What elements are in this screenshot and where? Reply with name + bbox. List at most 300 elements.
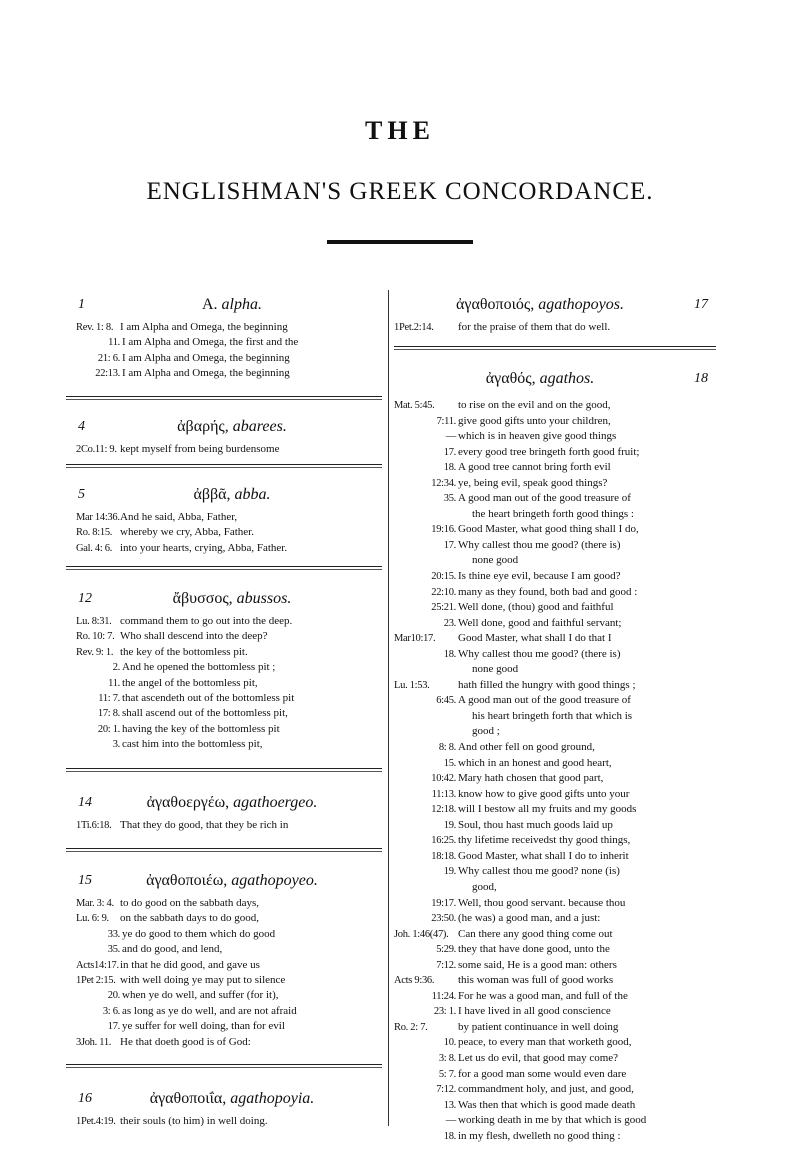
entry-number: 12	[78, 591, 92, 606]
citation-line	[394, 445, 716, 461]
citation-text: as long as ye do well, and are not afraid	[122, 1004, 297, 1017]
headword	[76, 788, 376, 818]
citation-text: to rise on the evil and on the good,	[458, 399, 611, 411]
title-rule	[327, 240, 473, 244]
reference: Lu. 8:31.	[76, 616, 112, 627]
entry-4	[76, 412, 376, 458]
citation-line	[394, 849, 716, 865]
citation-line	[76, 706, 376, 721]
citation-text: which in an honest and good heart,	[458, 756, 612, 769]
citation-text: working death in me by that which is good	[458, 1114, 647, 1127]
transliteration: agathos.	[539, 370, 595, 387]
citation-text: command them to go out into the deep.	[120, 615, 293, 627]
reference: 6:45.	[436, 695, 456, 707]
citation-text: He that doeth good is of God:	[120, 1035, 251, 1048]
entry-14	[76, 788, 376, 834]
reference: 33.	[107, 928, 120, 940]
citation-text: Well, thou good servant. because thou	[458, 896, 626, 909]
entry-number: 15	[78, 873, 92, 888]
reference: 12:18.	[431, 804, 456, 816]
entry-separator	[66, 396, 382, 400]
citation-text: ye, being evil, speak good things?	[458, 476, 608, 489]
citation-list	[394, 320, 716, 335]
citation-line	[394, 585, 716, 601]
citation-line	[394, 1035, 716, 1051]
reference: 3: 8.	[438, 1052, 456, 1064]
citation-line	[76, 691, 376, 706]
entry-separator	[66, 464, 382, 468]
reference: Mat. 5:45.	[394, 400, 435, 411]
citation-text: they that have done good, unto the	[458, 943, 610, 956]
entry-number: 14	[78, 795, 92, 810]
citation-text: Who shall descend into the deep?	[120, 630, 268, 643]
citation-line	[76, 629, 376, 644]
greek-word: A.	[201, 296, 218, 313]
entry-header	[76, 584, 376, 614]
citation-text: for the praise of them that do well.	[458, 321, 611, 333]
citation-line	[394, 320, 716, 335]
citation-text: Mary hath chosen that good part,	[458, 772, 604, 785]
reference: Mar. 3: 4.	[76, 898, 114, 909]
citation-text: on the sabbath days to do good,	[120, 912, 260, 925]
reference: —	[445, 1115, 456, 1127]
entry-number: 18	[694, 371, 708, 386]
reference: 20:15.	[431, 571, 456, 583]
citation-text: A good man out of the good treasure of	[458, 694, 631, 707]
citation-text: every good tree bringeth forth good fruit;	[458, 445, 640, 458]
citation-line	[394, 476, 716, 492]
citation-text: And he said, Abba, Father,	[120, 511, 238, 523]
entry-separator	[66, 1064, 382, 1068]
citation-line	[394, 662, 716, 678]
greek-word: ἀβαρής,	[177, 418, 229, 435]
citation-line	[76, 320, 376, 335]
citation-line	[394, 414, 716, 430]
citation-text: and do good, and lend,	[122, 943, 223, 956]
citation-list	[76, 320, 376, 382]
reference: 18:18.	[431, 850, 456, 862]
citation-line	[76, 335, 376, 350]
citation-line	[76, 896, 376, 911]
citation-line	[394, 678, 716, 694]
citation-text: when ye do well, and suffer (for it),	[122, 989, 279, 1002]
citation-text: Why callest thou me good? (there is)	[458, 647, 621, 660]
transliteration: agathopoyia.	[230, 1090, 315, 1107]
entry-number: 5	[78, 487, 85, 502]
reference: 10.	[443, 1037, 456, 1049]
citation-text: some said, He is a good man: others	[458, 958, 617, 971]
reference: 7:11.	[436, 415, 456, 427]
entry-18	[394, 364, 716, 1144]
reference: 35.	[443, 493, 456, 505]
entry-header	[394, 364, 716, 394]
headword	[394, 290, 716, 320]
citation-text: That they do good, that they be rich in	[120, 819, 289, 831]
citation-text: his heart bringeth forth that which is	[472, 709, 633, 722]
entry-12	[76, 584, 376, 754]
citation-line	[76, 614, 376, 629]
reference: 5: 7.	[438, 1068, 456, 1080]
reference: Lu. 1:53.	[394, 679, 430, 691]
citation-text: in that he did good, and gave us	[120, 958, 260, 971]
greek-word: ἀγαθοποιός,	[456, 296, 535, 313]
entry-15	[76, 866, 376, 1052]
reference: 17.	[443, 446, 456, 458]
citation-text: ye suffer for well doing, than for evil	[122, 1020, 285, 1033]
reference: 3.	[112, 739, 120, 751]
headword	[76, 1084, 376, 1114]
citation-text: hath filled the hungry with good things ;	[458, 678, 636, 691]
reference: 15.	[443, 757, 456, 769]
reference: 1Pet.2:14.	[394, 322, 434, 333]
reference: 19:17.	[431, 897, 456, 909]
column-divider	[388, 290, 389, 1126]
reference: 17.	[443, 539, 456, 551]
citation-text: ye do good to them which do good	[122, 927, 276, 940]
citation-text: thy lifetime receivedst thy good things,	[458, 834, 631, 847]
citation-line	[394, 724, 716, 740]
citation-text: A good tree cannot bring forth evil	[458, 461, 611, 474]
citation-line	[76, 958, 376, 973]
citation-line	[394, 756, 716, 772]
entry-number: 1	[78, 297, 85, 312]
citation-line	[394, 647, 716, 663]
citation-line	[76, 660, 376, 675]
citation-list	[76, 896, 376, 1050]
citation-text: to do good on the sabbath days,	[120, 897, 260, 909]
citation-text: by patient continuance in well doing	[458, 1020, 619, 1033]
reference: 23:50.	[431, 913, 456, 925]
citation-line	[394, 569, 716, 585]
reference: 12:34.	[431, 477, 456, 489]
citation-line	[394, 1082, 716, 1098]
citation-text: kept myself from being burdensome	[120, 443, 280, 455]
citation-text: I am Alpha and Omega, the beginning	[122, 351, 290, 364]
reference: 18.	[443, 462, 456, 474]
citation-text: I have lived in all good conscience	[458, 1005, 611, 1018]
citation-text: Soul, thou hast much goods laid up	[458, 818, 613, 831]
citation-line	[76, 818, 376, 833]
reference: 1Pet 2:15.	[76, 975, 116, 987]
headword	[76, 584, 376, 614]
reference: 23: 1.	[433, 1006, 456, 1018]
entry-header	[76, 480, 376, 510]
right-column	[394, 290, 716, 1144]
citation-text: For he was a good man, and full of the	[458, 989, 628, 1002]
transliteration: abarees.	[232, 418, 287, 435]
citation-text: Is thine eye evil, because I am good?	[458, 570, 621, 583]
citation-list	[76, 510, 376, 556]
reference: Gal. 4: 6.	[76, 542, 113, 554]
citation-list	[76, 1114, 376, 1129]
citation-line	[394, 771, 716, 787]
citation-line	[394, 522, 716, 538]
entry-separator	[394, 346, 716, 350]
headword	[76, 480, 376, 510]
citation-line	[394, 693, 716, 709]
citation-text: into your hearts, crying, Abba, Father.	[120, 541, 288, 554]
reference: Mar10:17.	[394, 633, 436, 645]
entry-5	[76, 480, 376, 556]
reference: 2.	[112, 662, 120, 674]
headword	[76, 412, 376, 442]
citation-line	[394, 1004, 716, 1020]
entry-number: 17	[694, 297, 708, 312]
citation-text: good,	[472, 880, 497, 893]
reference: Acts 9:36.	[394, 975, 435, 987]
citation-line	[394, 942, 716, 958]
entry-16	[76, 1084, 376, 1130]
reference: Mar 14:36.	[76, 512, 120, 523]
book-title: ENGLISHMAN'S GREEK CONCORDANCE.	[146, 178, 654, 205]
citation-text: with well doing ye may put to silence	[120, 974, 286, 987]
reference: 10:42.	[431, 773, 456, 785]
citation-line	[394, 787, 716, 803]
citation-text: commandment holy, and just, and good,	[458, 1083, 634, 1096]
citation-line	[394, 911, 716, 927]
citation-line	[76, 525, 376, 540]
entry-header	[76, 412, 376, 442]
citation-text: whereby we cry, Abba, Father.	[120, 526, 254, 539]
reference: 1Pet.4:19.	[76, 1116, 116, 1127]
citation-text: the heart bringeth forth good things :	[472, 507, 634, 520]
citation-text: Good Master, what good thing shall I do,	[458, 523, 639, 536]
citation-text: And he opened the bottomless pit ;	[122, 661, 276, 674]
page-title: THE	[365, 116, 435, 145]
citation-text: Was then that which is good made death	[458, 1098, 636, 1111]
reference: 7:12.	[436, 959, 456, 971]
citation-line	[76, 541, 376, 556]
reference: 16:25.	[431, 835, 456, 847]
entry-separator	[66, 768, 382, 772]
reference: Rev. 1: 8.	[76, 322, 114, 333]
citation-line	[394, 507, 716, 523]
citation-line	[394, 958, 716, 974]
citation-list	[76, 614, 376, 753]
reference: 18.	[443, 648, 456, 660]
citation-line	[394, 1113, 716, 1129]
citation-line	[76, 676, 376, 691]
reference: 3: 6.	[102, 1005, 120, 1017]
citation-line	[76, 1035, 376, 1050]
reference: 25:21.	[431, 602, 456, 614]
entry-header	[394, 290, 716, 320]
reference: 13.	[443, 1099, 456, 1111]
citation-line	[394, 973, 716, 989]
citation-line	[394, 491, 716, 507]
reference: 3Joh. 11.	[76, 1036, 112, 1048]
citation-line	[394, 818, 716, 834]
reference: 20.	[107, 990, 120, 1002]
transliteration: alpha.	[221, 296, 262, 313]
citation-text: Well done, (thou) good and faithful	[458, 601, 614, 614]
reference: 7:12.	[436, 1084, 456, 1096]
citation-text: Why callest thou me good? none (is)	[458, 865, 620, 878]
greek-word: ἄβυσσος,	[172, 590, 233, 607]
entry-separator	[66, 848, 382, 852]
reference: Joh. 1:46(47).	[394, 928, 449, 940]
citation-line	[394, 398, 716, 414]
reference: Acts14:17.	[76, 959, 119, 971]
citation-line	[76, 510, 376, 525]
citation-list	[394, 398, 716, 1144]
reference: Ro. 10: 7.	[76, 631, 115, 643]
citation-text: know how to give good gifts unto your	[458, 787, 630, 800]
citation-text: this woman was full of good works	[458, 974, 614, 987]
citation-line	[76, 911, 376, 926]
reference: Ro. 2: 7.	[394, 1021, 428, 1033]
reference: 20: 1.	[97, 723, 120, 735]
citation-text: Good Master, what shall I do that I	[458, 632, 612, 645]
citation-text: that ascendeth out of the bottomless pit	[122, 692, 295, 705]
reference: 23.	[443, 617, 456, 629]
reference: —	[445, 431, 456, 443]
entry-17	[394, 290, 716, 336]
citation-line	[394, 616, 716, 632]
reference: 11:13.	[431, 788, 456, 800]
greek-word: ἀγαθός,	[485, 370, 536, 387]
reference: 22:10.	[431, 586, 456, 598]
greek-word: ἀγαθοεργέω,	[146, 794, 230, 811]
reference: 17: 8.	[97, 708, 120, 720]
citation-list	[76, 442, 376, 457]
reference: 11.	[108, 677, 120, 689]
citation-line	[394, 1098, 716, 1114]
entry-header	[76, 290, 376, 320]
reference: 19:16.	[431, 524, 456, 536]
reference: 5:29.	[436, 944, 456, 956]
reference: 19.	[443, 819, 456, 831]
citation-text: many as they found, both bad and good :	[458, 585, 638, 598]
entry-header	[76, 788, 376, 818]
citation-text: the key of the bottomless pit.	[120, 645, 248, 658]
citation-text: Good Master, what shall I do to inherit	[458, 849, 629, 862]
citation-text: which is in heaven give good things	[458, 430, 617, 443]
reference: Ro. 8:15.	[76, 527, 113, 539]
citation-line	[394, 927, 716, 943]
entry-1	[76, 290, 376, 382]
headword	[76, 290, 376, 320]
citation-line	[394, 864, 716, 880]
citation-text: I am Alpha and Omega, the first and the	[122, 336, 299, 349]
citation-line	[76, 942, 376, 957]
citation-line	[394, 1051, 716, 1067]
citation-text: give good gifts unto your children,	[458, 414, 611, 427]
reference: 22:13.	[95, 368, 120, 380]
transliteration: agathopoyos.	[538, 296, 624, 313]
citation-text: will I bestow all my fruits and my goods	[458, 803, 637, 816]
citation-line	[76, 1114, 376, 1129]
citation-line	[394, 1067, 716, 1083]
citation-text: peace, to every man that worketh good,	[458, 1036, 632, 1049]
citation-line	[76, 737, 376, 752]
citation-line	[394, 802, 716, 818]
citation-text: the angel of the bottomless pit,	[122, 676, 258, 689]
reference: Lu. 6: 9.	[76, 913, 109, 925]
citation-line	[394, 833, 716, 849]
citation-line	[76, 1004, 376, 1019]
greek-word: ἀγαθοποιέω,	[146, 872, 228, 889]
citation-text: Can there any good thing come out	[458, 927, 613, 940]
citation-line	[76, 645, 376, 660]
reference: 11:24.	[431, 990, 456, 1002]
headword	[76, 866, 376, 896]
citation-text: in my flesh, dwelleth no good thing :	[458, 1129, 621, 1142]
citation-text: Let us do evil, that good may come?	[458, 1051, 619, 1064]
citation-line	[394, 989, 716, 1005]
citation-text: (he was) a good man, and a just:	[458, 912, 601, 925]
citation-text: good ;	[472, 725, 500, 738]
citation-line	[394, 631, 716, 647]
citation-text: shall ascend out of the bottomless pit,	[122, 707, 288, 720]
reference: Rev. 9: 1.	[76, 646, 114, 658]
citation-line	[394, 740, 716, 756]
entry-number: 4	[78, 419, 85, 434]
greek-word: ἀγαθοποιΐα,	[149, 1090, 227, 1107]
citation-line	[76, 927, 376, 942]
citation-line	[394, 1129, 716, 1145]
citation-text: their souls (to him) in well doing.	[120, 1115, 268, 1127]
citation-list	[76, 818, 376, 833]
reference: 2Co.11: 9.	[76, 444, 117, 455]
citation-text: cast him into the bottomless pit,	[122, 738, 263, 751]
entry-header	[76, 1084, 376, 1114]
reference: 11: 7.	[98, 693, 120, 705]
citation-text: I am Alpha and Omega, the beginning	[120, 321, 288, 333]
reference: 17.	[107, 1021, 120, 1033]
citation-line	[76, 442, 376, 457]
citation-line	[76, 722, 376, 737]
citation-text: having the key of the bottomless pit	[122, 722, 280, 735]
reference: 19.	[443, 866, 456, 878]
citation-line	[76, 988, 376, 1003]
citation-text: Well done, good and faithful servant;	[458, 616, 622, 629]
citation-line	[394, 538, 716, 554]
entry-number: 16	[78, 1091, 92, 1106]
citation-text: Why callest thou me good? (there is)	[458, 538, 621, 551]
greek-word: ἀββᾶ,	[193, 486, 231, 503]
citation-line	[76, 351, 376, 366]
reference: 18.	[443, 1130, 456, 1142]
citation-text: none good	[472, 554, 519, 567]
citation-line	[394, 460, 716, 476]
citation-line	[394, 709, 716, 725]
citation-text: And other fell on good ground,	[458, 741, 595, 754]
citation-line	[76, 1019, 376, 1034]
reference: 35.	[107, 944, 120, 956]
reference: 11.	[108, 337, 120, 349]
citation-line	[76, 366, 376, 381]
citation-text: none good	[472, 663, 519, 676]
transliteration: abussos.	[236, 590, 292, 607]
left-column	[76, 290, 376, 1130]
entry-separator	[66, 566, 382, 570]
citation-text: A good man out of the good treasure of	[458, 492, 631, 505]
transliteration: agathoergeo.	[233, 794, 318, 811]
citation-line	[394, 896, 716, 912]
citation-line	[76, 973, 376, 988]
citation-line	[394, 1020, 716, 1036]
citation-text: for a good man some would even dare	[458, 1067, 627, 1080]
citation-line	[394, 600, 716, 616]
citation-line	[394, 553, 716, 569]
citation-line	[394, 429, 716, 445]
reference: 21: 6.	[97, 352, 120, 364]
headword	[394, 364, 716, 394]
citation-line	[394, 880, 716, 896]
reference: 1Ti.6:18.	[76, 820, 112, 831]
transliteration: agathopoyeo.	[231, 872, 318, 889]
